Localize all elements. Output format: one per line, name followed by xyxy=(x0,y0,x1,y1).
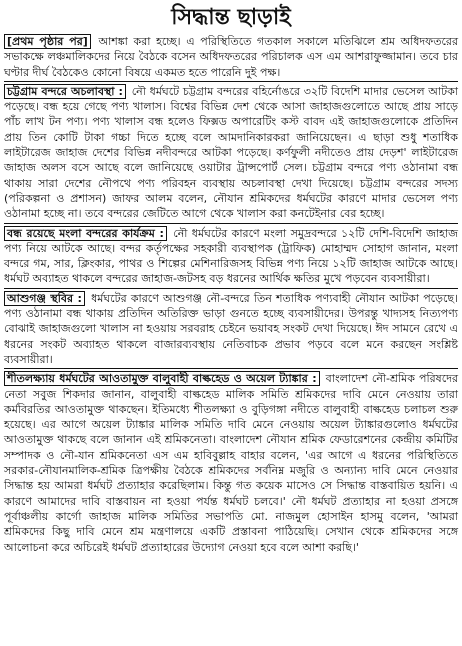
section-ashuganj xyxy=(4,291,458,367)
intro-paragraph xyxy=(4,34,458,80)
section-divider xyxy=(4,81,458,82)
newspaper-column xyxy=(0,4,462,646)
section-heading: চট্টগ্রাম বন্দরে অচলাবস্থা : xyxy=(4,84,126,99)
section-heading: শীতলক্ষ্যায় ধর্মঘটের আওতামুক্ত বালুবাহী বাল্কহেড ও অয়েল ট্যাঙ্কার : xyxy=(4,371,320,386)
section-divider xyxy=(4,368,458,369)
section-text: ধর্মঘটের কারণে আশুগঞ্জ নৌ-বন্দরে তিন শতাধিক পণ্যবাহী নৌযান আটকা পড়েছে। পণ্য ওঠানামা বন্ধ থাকায় প্রতিদিন অতিরিক্ত ভাড়া গুনতে হচ্ছে ব্যবসায়ীদের। উপরন্তু খাদ্যসহ নিত্যপণ্য বোঝাই জাহাজগুলো খালাস না হওয়ায় সরবরাহ চেইনে ভয়াবহ সংকট দেখা দিয়েছে। ঈদ সামনে রেখে এ ধরনের সংকট অব্যাহত থাকলে বাজারব্যবস্থায় নেতিবাচক প্রভাব পড়বে বলে মনে করছেন সংশ্লিষ্ট ব্যবসায়ীরা। xyxy=(4,291,458,366)
section-divider xyxy=(4,288,458,289)
intro-text: আশঙ্কা করা হচ্ছে। এ পরিস্থিতিতে গতকাল সকালে মতিঝিলে শ্রম অধিদফতরের সভাকক্ষে লঞ্চমালিকদের নিয়ে বৈঠকে বসেন অধিদফতরের পরিচালক এস এম আশরাফুজ্জামান। তবে চার ঘণ্টার দীর্ঘ বৈঠকেও কোনো বিষয়ে একমত হতে পারেনি দুই পক্ষ। xyxy=(4,35,458,79)
section-heading: আশুগঞ্জ স্থবির : xyxy=(4,291,85,306)
section-shitalakshya xyxy=(4,371,458,555)
section-text: নৌ ধর্মঘটে চট্টগ্রাম বন্দরের বহির্নোঙরে ৩২টি বিদেশি মাদার ভেসেল আটকা পড়েছে। বন্ধ হয়ে গেছে পণ্য খালাস। বিশ্বের বিভিন্ন দেশ থেকে আসা জাহাজগুলোতে আছে প্রায় সাড়ে পাঁচ লাখ টন পণ্য। পণ্য খালাস বন্ধ হলেও ফিক্সড অপারেটিং কস্ট বাবদ এই জাহাজগুলোকে প্রতিদিন প্রায় তিন কোটি টাকা গচ্চা দিতে হচ্ছে বলে আমদানিকারকরা জানিয়েছেন। এ ছাড়া শুধু শতাধিক লাইটারেজ জাহাজ দেশের বিভিন্ন নদীবন্দরে আটকা পড়েছে। কর্ণফুলী নদীতেও প্রায় দেড়শ' লাইটারেজ জাহাজ অলস বসে আছে বলে জানিয়েছে ওয়াটার ট্রান্সপোর্ট সেল। চট্টগ্রাম বন্দরে পণ্য ওঠানামা বন্ধ থাকায় সারা দেশের নৌপথে পণ্য পরিবহন ব্যবস্থায় অচলাবস্থা দেখা দিয়েছে। চট্টগ্রাম বন্দরের সদস্য (পরিকল্পনা ও প্রশাসন) জাফর আলম বলেন, নৌযান শ্রমিকদের ধর্মঘটের কারণে মাদার ভেসেল পণ্য ওঠানামা হচ্ছে না। তবে বন্দরের জেটিতে আগে থেকে খালাস করা কনটেইনার বের হচ্ছে। xyxy=(4,84,458,221)
headline: সিদ্ধান্ত ছাড়াই xyxy=(171,5,291,30)
section-text: নৌ ধর্মঘটের কারণে মংলা সমুদ্রবন্দরে ১২টি দেশি-বিদেশি জাহাজ পণ্য নিয়ে আটকে আছে। বন্দর কর্তৃপক্ষের সহকারী ব্যবস্থাপক (ট্রাফিক) মোহাম্মদ সোহাগ জানান, মংলা বন্দরে গম, সার, ক্লিংকার, পাথর ও শিল্পের মেশিনারিজসহ বিভিন্ন পণ্য নিয়ে ১২টি জাহাজ আটকে আছে। ধর্মঘট অব্যাহত থাকলে বন্দরের জাহাজ-জটসহ বড় ধরনের আর্থিক ক্ষতির মুখে পড়বেন ব্যবসায়ীরা। xyxy=(4,226,458,286)
section-mongla-port xyxy=(4,226,458,287)
section-chittagong-port xyxy=(4,84,458,222)
section-divider xyxy=(4,223,458,224)
continuation-label: [প্রথম পৃষ্ঠার পর] xyxy=(4,34,91,49)
section-heading: বন্ধ রয়েছে মংলা বন্দরের কার্যক্রম : xyxy=(4,226,167,241)
section-text: বাংলাদেশ নৌ-শ্রমিক পরিষদের নেতা সবুজ শিকদার জানান, বালুবাহী বাল্কহেড মালিক সমিতি শ্রমিকদের দাবি মেনে নেওয়ায় তারা কর্মবিরতির আওতামুক্ত থাকছেন। ইতিমধ্যে শীতলক্ষ্যা ও বুড়িগঙ্গা নদীতে বালুবাহী বাল্কহেড চলাচল শুরু হয়েছে। এর আগে অয়েল ট্যাঙ্কার মালিক সমিতি দাবি মেনে নেওয়ায় অয়েল ট্যাঙ্কারগুলোও ধর্মঘটের আওতামুক্ত থাকছে বলে জানান এই শ্রমিকনেতা। বাংলাদেশ নৌযান শ্রমিক ফেডারেশনের কেন্দ্রীয় কমিটির সম্পাদক ও নৌ-যান শ্রমিকনেতা এস এম হাবিবুল্লাহ বাহার বলেন, 'এর আগে এ ধরনের পরিস্থিতিতে সরকার-নৌযানমালিক-শ্রমিক ত্রিপক্ষীয় বৈঠকে শ্রমিকদের সর্বনিম্ন মজুরি ও অন্যান্য দাবি মেনে নেওয়ার সিদ্ধান্ত হয় আমরা ধর্মঘট প্রত্যাহার করেছিলাম। কিন্তু গত কয়েক মাসেও সে সিদ্ধান্ত বাস্তবায়িত হয়নি। এ কারণে আমাদের দাবি বাস্তবায়ন না হওয়া পর্যন্ত ধর্মঘট চলবে।' নৌ ধর্মঘট প্রত্যাহার না হওয়া প্রসঙ্গে পূর্বাঞ্চলীয় কার্গো জাহাজ মালিক সমিতির সভাপতি মো. নাজমুল হোসাইন হাসমু বলেন, 'আমরা শ্রমিকদের কিছু দাবি মেনে শ্রম মন্ত্রণালয়ে একটি প্রস্তাবনা পাঠিয়েছি। সেখান থেকে শ্রমিকদের সঙ্গে আলোচনা করে অচিরেই ধর্মঘট প্রত্যাহারের উদ্যোগ নেওয়া হবে বলে আশা করছি।' xyxy=(4,372,459,554)
